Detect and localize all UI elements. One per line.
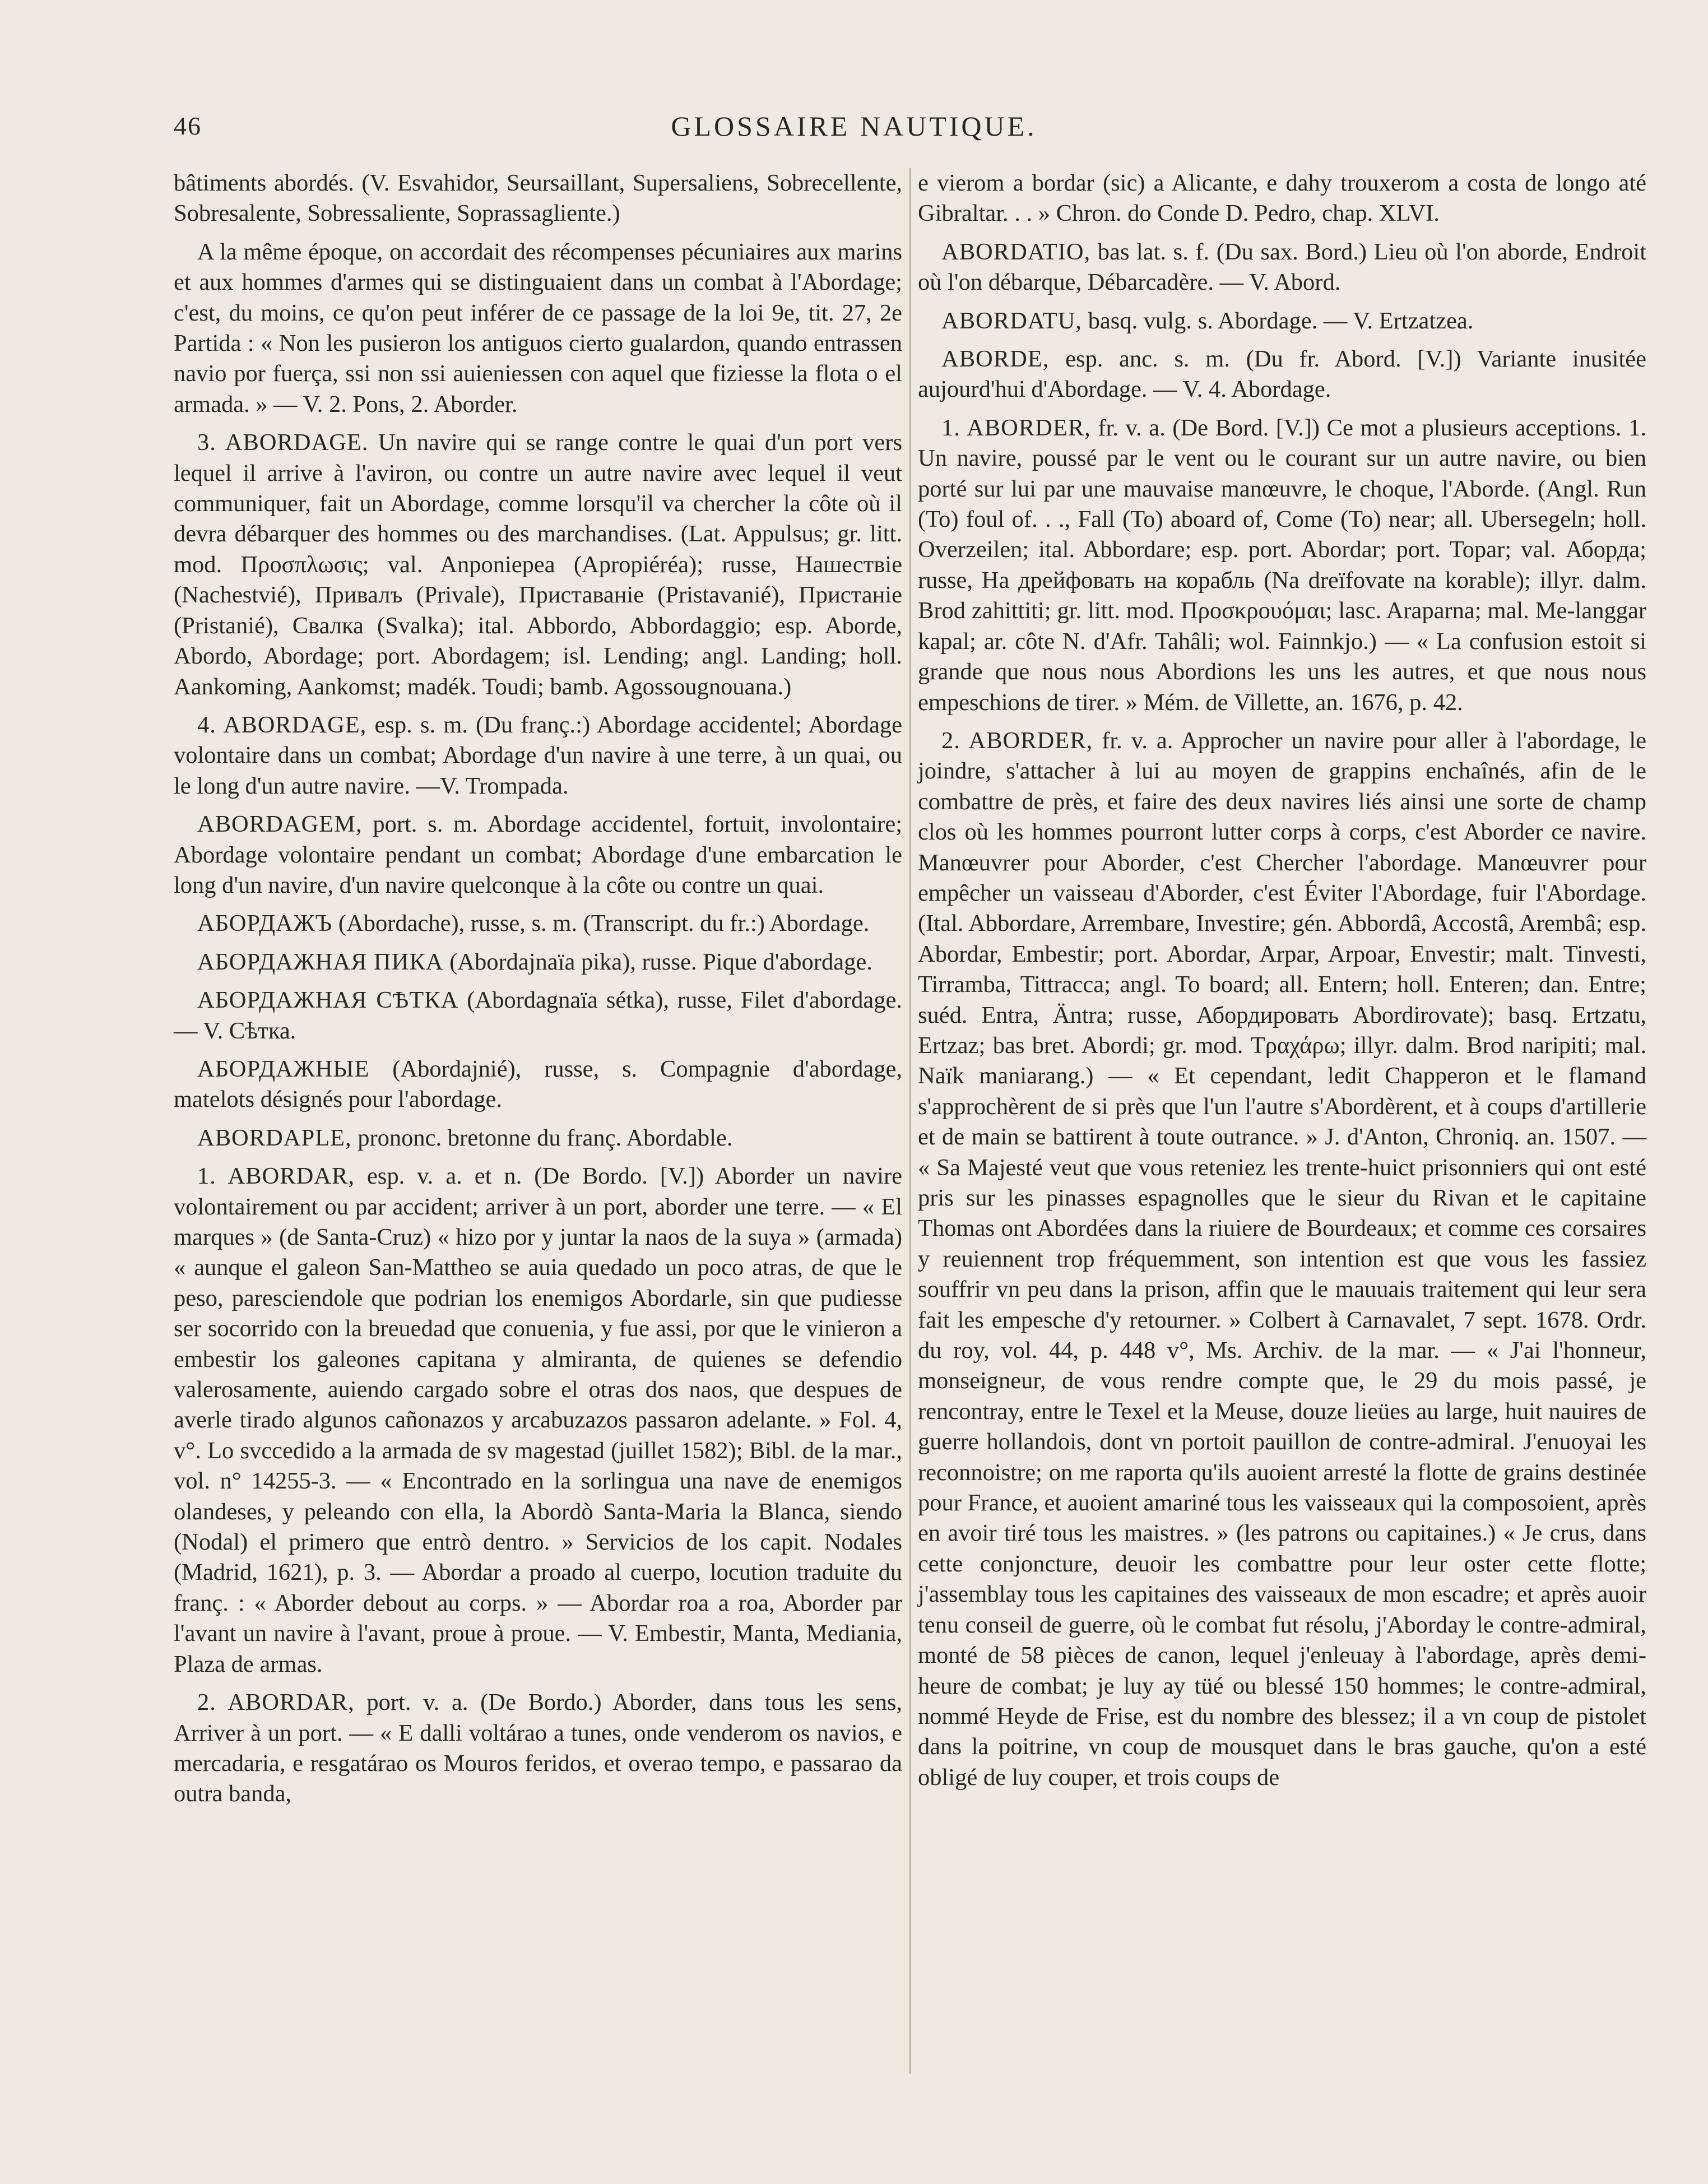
entry-text: (Abordajnaïa pika), russe. Pique d'abordage. [449,948,872,975]
entry-text: esp. v. a. et n. (De Bordo. [V.]) Aborder un navire volontairement ou par accident; arriver à un port, aborder une terre. — « El marques » (de Santa-Cruz) « hizo por y juntar la naos de la suya » (armada) « aunque el galeon San-Mattheo se auia quedado un poco atras, de que le peso, paresciendole que podrian los enemigos Abordarle, sin que pudiesse ser socorrido con la breuedad que conuenia, y fue assi, por que le vinieron a embestir los galeones capitana y almiranta, de quienes se defendio valerosamente, auiendo cargado sobre el otras dos naos, que despues de averle tirado algunos cañonazos y arcabuzazos passaron adelante. » Fol. 4, v°. Lo svccedido a la armada de sv magestad (juillet 1582); Bibl. de la mar., vol. n° 14255-3. — « Encontrado en la sorlingua una nave de enemigos olandeses, y peleando con ella, la Abordò Santa-Maria la Blanca, siendo (Nodal) el primero que entrò dentro. » Servicios de los capit. Nodales (Madrid, 1621), p. 3. — Abordar a proado al cuerpo, locution traduite du franç. : « Aborder debout au corps. » — Abordar roa a roa, Aborder par l'avant un navire à l'avant, proue à proue. — V. Embestir, Manta, Mediania, Plaza de armas. [174,1163,903,1677]
entry [174,1687,902,1810]
entry-headword: ABORDAPLE, [197,1124,352,1151]
entry [918,237,1646,298]
entry-text: A la même époque, on accordait des récompenses pécuniaires aux marins et aux hommes d'armes qui se distinguaient dans un combat à l'Abordage; c'est, du moins, ce qu'on peut inférer de ce passage de la loi 9e, tit. 27, 2e Partida : « Non les pusieron los antiguos cierto gualardon, quando entrassen navio por fuerça, ssi non ssi auieniessen con aquel que fiziesse la flota o el armada. » — V. 2. Pons, 2. Aborder. [174,238,902,418]
entry [174,1123,902,1153]
entry-text: fr. v. a. (De Bord. [V.]) Ce mot a plusieurs acceptions. 1. Un navire, poussé par le vent ou le courant sur un autre navire, ou bien porté sur lui par une mauvaise manœuvre, le choque, l'Aborde. (Angl. Run (To) foul of. . ., Fall (To) aboard of, Come (To) near; all. Ubersegeln; holl. Overzeilen; ital. Abbordare; esp. port. Abordar; port. Topar; val. Аборда; russe, На дрейфовать на корабль (Na dreïfovate na korable); illyr. dalm. Brod zahittiti; gr. litt. mod. Προσκρουόμαι; lasc. Araparna; mal. Me-langgar kapal; ar. côte N. d'Afr. Tahâli; wol. Fainnkjo.) — « La confusion estoit si grande que nous nous Abordions les uns les autres, et que nous nous empeschions de tirer. » Mém. de Villette, an. 1676, p. 42. [918,414,1647,716]
entry-text: (Abordache), russe, s. m. (Transcript. du fr.:) Abordage. [338,910,870,937]
entry-text: (Abordajnié), russe, s. Compagnie d'abordage, matelots désignés pour l'abordage. [174,1055,903,1113]
entry-headword: 3. ABORDAGE. [197,429,369,456]
entry-headword: АБОРДАЖНАЯ ПИКА [197,948,444,975]
entry [174,168,902,229]
entry-headword: 1. ABORDER, [941,414,1091,441]
entry-text: (Abordagnaïa sétka), russe, Filet d'abordage. — V. Сѣтка. [174,987,903,1044]
entry-text: esp. s. m. (Du franç.:) Abordage accidentel; Abordage volontaire dans un combat; Abordage d'un navire à une terre, à un quai, ou le long d'un autre navire. —V. Trompada. [174,711,902,799]
column-divider [909,168,911,2074]
entry-headword: ABORDE, [941,346,1050,373]
entry-headword: 2. ABORDAR, [197,1689,355,1716]
entry [174,237,902,420]
entry [918,344,1646,405]
entry-text: bas lat. s. f. (Du sax. Bord.) Lieu où l'on aborde, Endroit où l'on débarque, Débarcadère. — V. Abord. [918,238,1646,296]
entry-text: esp. anc. s. m. (Du fr. Abord. [V.]) Variante inusitée aujourd'hui d'Abordage. — V. 4. Abordage. [918,346,1647,403]
entry-headword: АБОРДАЖНАЯ СѢТКА [197,987,459,1014]
entry [174,809,902,901]
entry-headword: 4. ABORDAGE, [197,711,367,738]
entry [174,710,902,801]
entry [174,908,902,939]
entry-text: bâtiments abordés. (V. Esvahidor, Seursaillant, Supersaliens, Sobrecellente, Sobresalente, Sobressaliente, Soprassagliente.) [174,170,902,227]
entry-headword: ABORDATIO, [941,238,1091,265]
page-number: 46 [174,112,202,140]
entry [174,1054,902,1115]
entry-text: basq. vulg. s. Abordage. — V. Ertzatzea. [1088,307,1474,334]
entry-text: Un navire qui se range contre le quai d'un port vers lequel il arrive à l'aviron, ou contre un autre navire avec lequel il veut communiquer, fait un Abordage, comme lorsqu'il va chercher la côte où il devra débarquer des hommes ou des marchandises. (Lat. Appulsus; gr. litt. mod. Προσπλωσις; val. Anponiepea (Apropiéréa); russe, Нашествie (Nachestvié), Привалъ (Privale), Приставанie (Pristavanié), Пристанie (Pristanié), Свалка (Svalka); ital. Abbordo, Abbordaggio; esp. Aborde, Abordo, Abordage; port. Abordagem; isl. Lending; angl. Landing; holl. Aankoming, Aankomst; madék. Toudi; bamb. Agossougnouana.) [174,429,902,700]
entry-headword: ABORDATU, [941,307,1083,334]
entry [174,1161,902,1680]
entry [918,726,1646,1793]
entry-headword: 2. ABORDER, [941,727,1093,754]
entry-text: port. v. a. (De Bordo.) Aborder, dans tous les sens, Arriver à un port. — « E dalli voltárao a tunes, onde venderom os navios, e mercadaria, e resgatárao os Mouros feridos, et overao tempo, e passarao da outra banda, [174,1689,903,1807]
entry-headword: 1. ABORDAR, [197,1163,355,1190]
right-column [918,168,1646,1801]
entry [174,985,902,1046]
entry [918,413,1646,718]
entry-text: port. s. m. Abordage accidentel, fortuit, involontaire; Abordage volontaire pendant un combat; Abordage d'une embarcation le long d'un navire, d'un navire quelconque à la côte ou contre un quai. [174,811,902,898]
entry-text: fr. v. a. Approcher un navire pour aller à l'abordage, le joindre, s'attacher à lui au moyen de grappins enchaînés, afin de le combattre de près, et faire des deux navires liés ainsi une sorte de champ clos où les hommes pourront lutter corps à corps, c'est Aborder ce navire. Manœuvrer pour Aborder, c'est Chercher l'abordage. Manœuvrer pour empêcher un vaisseau d'Aborder, c'est Éviter l'Abordage, fuir l'Abordage. (Ital. Abbordare, Arrembare, Investire; gén. Abbordâ, Accostâ, Arembâ; esp. Abordar, Embestir; port. Abordar, Arpar, Arpoar, Envestir; malt. Tinvesti, Tirramba, Tittracca; angl. To board; all. Entern; holl. Enteren; dan. Entre; suéd. Entra, Äntra; russe, Абордировать Abordirovate); basq. Ertzatu, Ertzaz; bas bret. Abordi; gr. mod. Τραχάρω; illyr. dalm. Brod naripiti; mal. Naïk maniarang.) — « Et cependant, ledit Chapperon et le flamand s'approchèrent de si près que l'un l'autre s'Abordèrent, et à coups d'artillerie et de main se battirent à toute outrance. » J. d'Anton, Chroniq. an. 1507. — « Sa Majesté veut que vous reteniez les trente-huict prisonniers qui ont esté pris sur les pinasses espagnolles que le sieur du Rivan et le capitaine Thomas ont Abordées dans la riuiere de Bourdeaux; et comme ces corsaires y reuiennent trop fréquemment, son intention est que vous les fassiez souffrir vn peu dans la prison, affin que le mauuais traitement qui leur sera fait les empesche d'y retourner. » Colbert à Carnavalet, 7 sept. 1678. Ordr. du roy, vol. 44, p. 448 v°, Ms. Archiv. de la mar. — « J'ai l'honneur, monseigneur, de vous rendre compte que, le 29 du mois passé, je rencontray, entre le Texel et la Meuse, douze lieües au large, huit nauires de guerre hollandois, dont vn portoit pauillon de contre-admiral. J'enuoyai les reconnoistre; on me raporta qu'ils auoient arresté la flotte de grains destinée pour France, et auoient amariné tous les vaisseaux qui la composoient, après en avoir tiré tous les maistres. » (les patrons ou capitaines.) « Je crus, dans cette conjoncture, deuoir les combattre pour leur oster cette flotte; j'assemblay tous les capitaines des vaisseaux de mon escadre; et après auoir tenu conseil de guerre, où le combat fut résolu, j'Aborday le contre-admiral, monté de 58 pièces de canon, lequel j'enleuay à l'abordage, après demi-heure de combat; je luy ay tüé ou blessé 150 hommes; le contre-admiral, nommé Heyde de Frise, est du nombre des blessez; il a vn coup de pistolet dans la poitrine, vn coup de mousquet dans le bras gauche, qu'on a esté obligé de luy couper, et trois coups de [918,727,1647,1791]
entry [174,947,902,977]
entry-text: prononc. bretonne du franç. Abordable. [358,1124,733,1151]
entry-text: e vierom a bordar (sic) a Alicante, e dahy trouxerom a costa de longo até Gibraltar. . . » Chron. do Conde D. Pedro, chap. XLVI. [918,170,1646,227]
entry-headword: АБОРДАЖНЫЕ [197,1055,370,1082]
entry [918,168,1646,229]
left-column [174,168,902,1817]
running-title: GLOSSAIRE NAUTIQUE. [671,110,1037,142]
entry-headword: ABORDAGEM, [197,811,363,838]
entry-headword: АБОРДАЖЪ [197,910,333,937]
entry [174,428,902,702]
entry [918,306,1646,336]
